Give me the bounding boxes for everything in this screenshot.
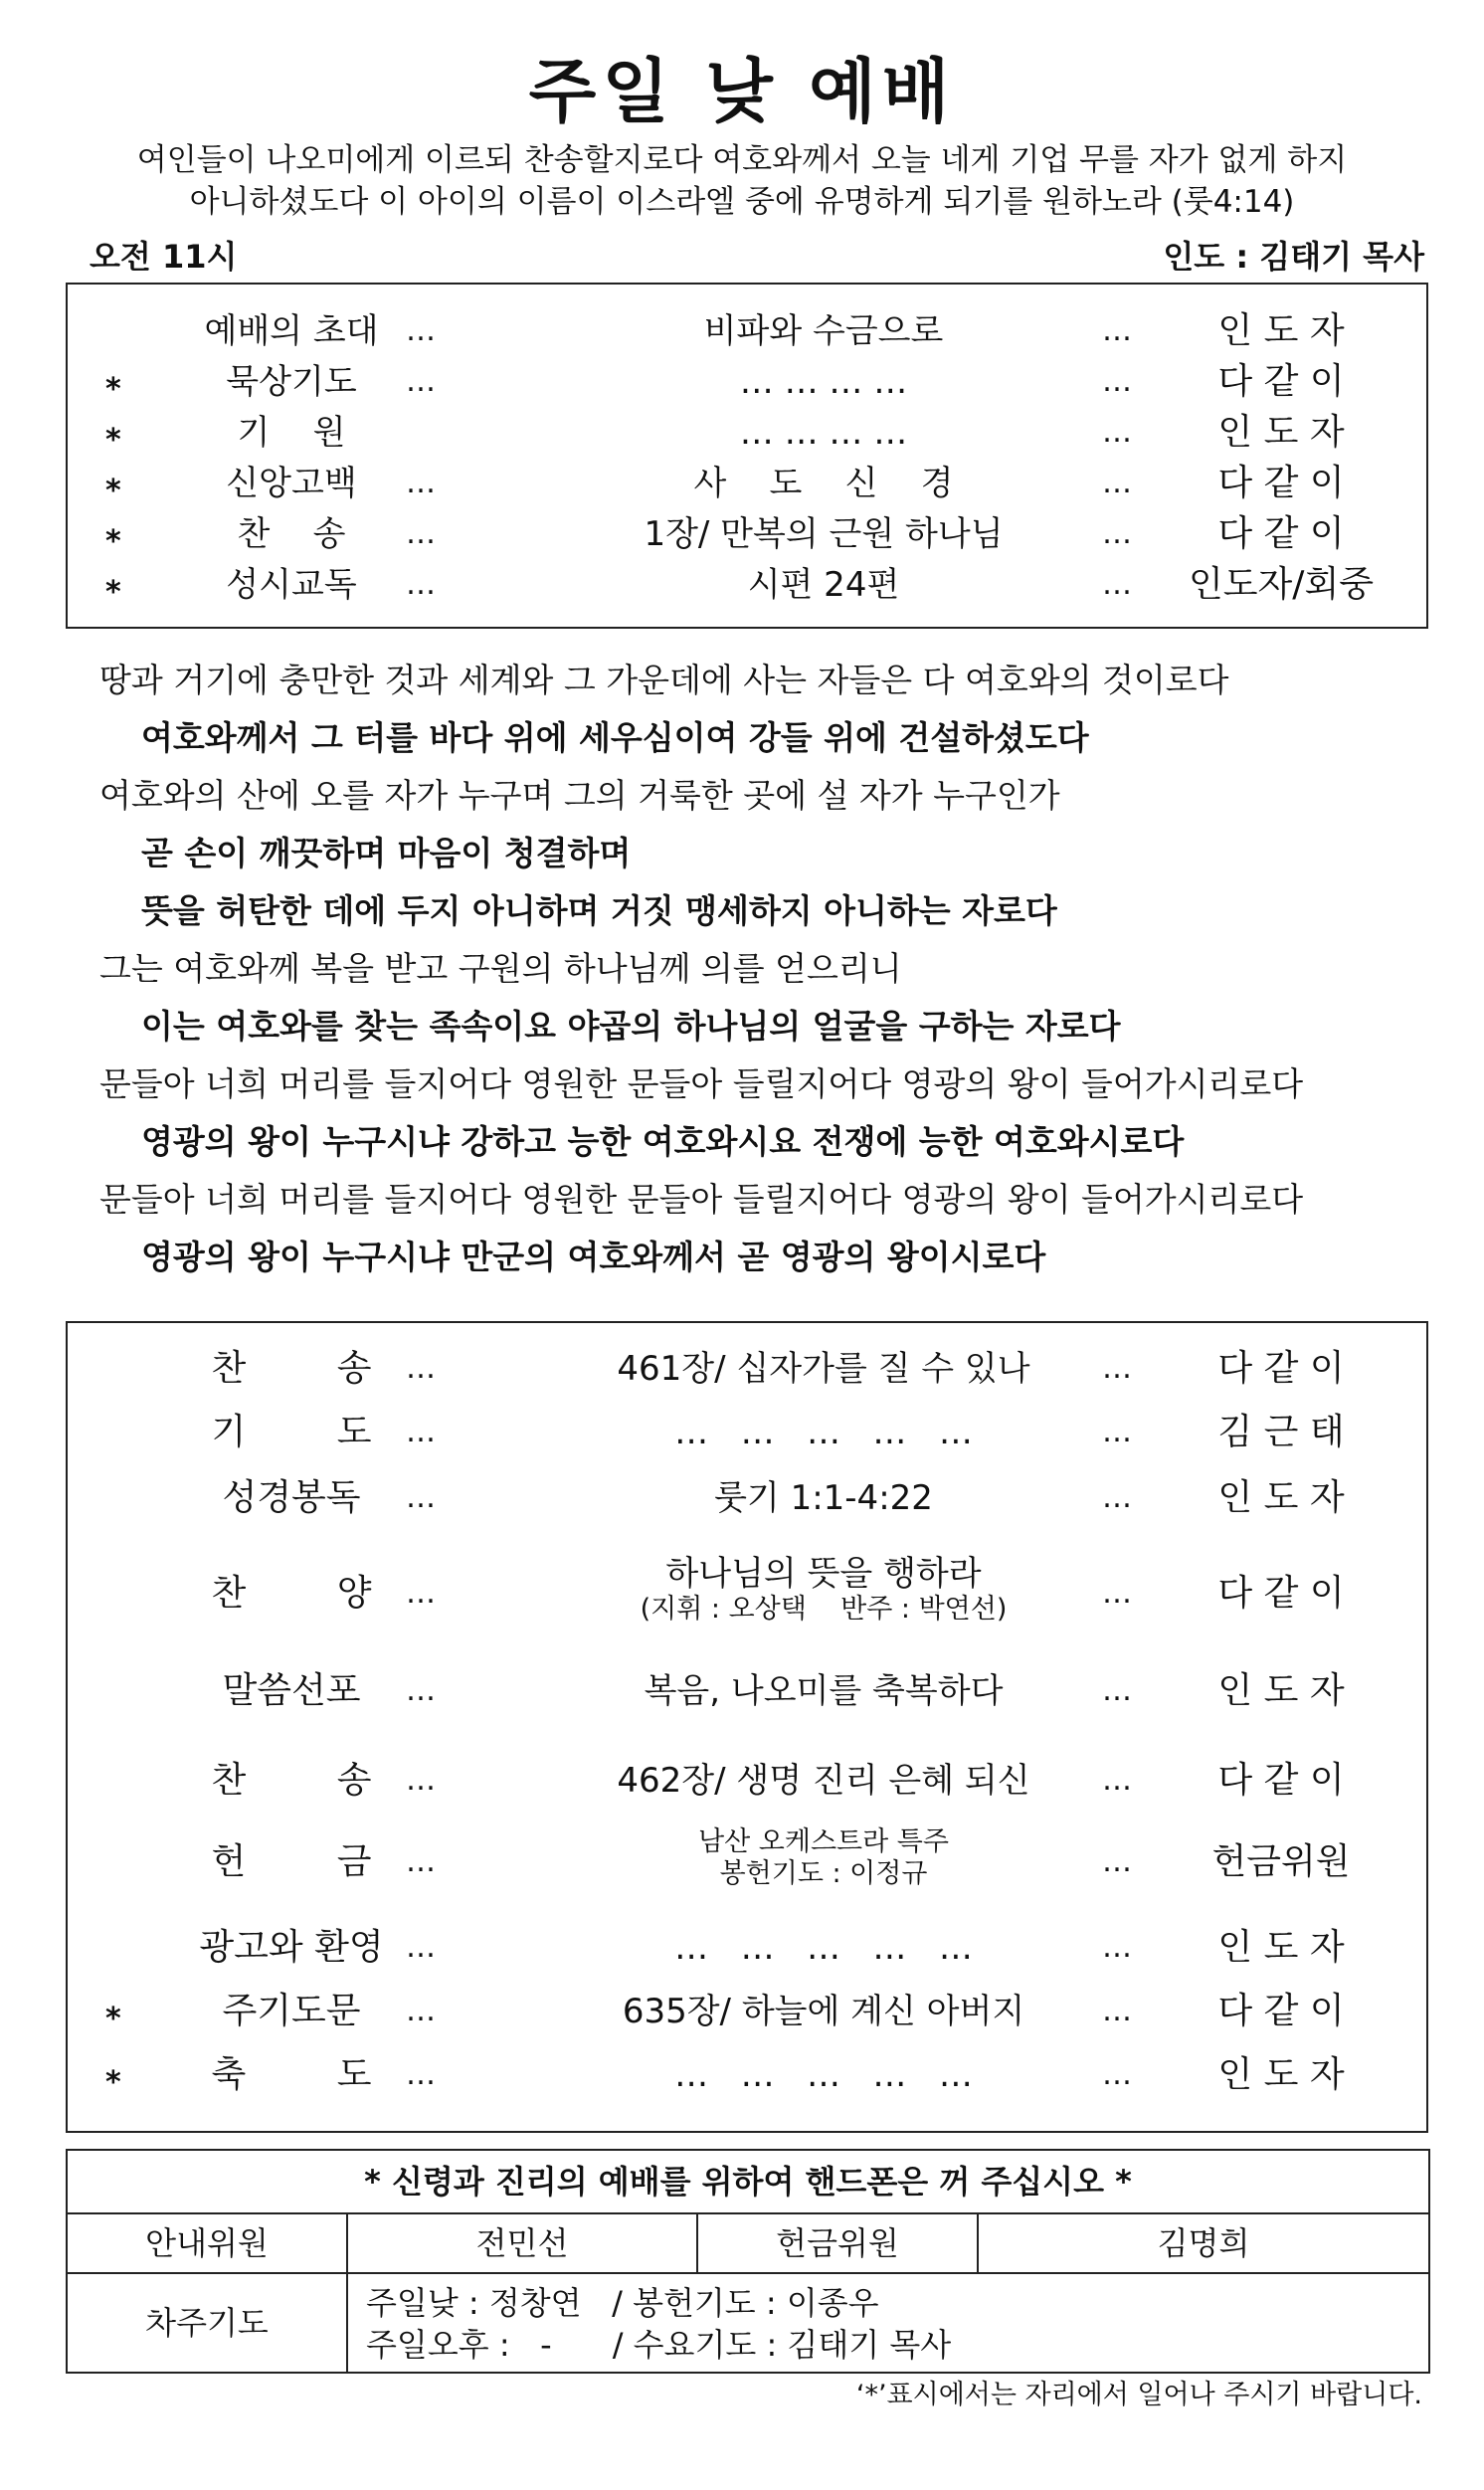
leader-dots: …	[406, 1480, 436, 1515]
order-of-worship-part-1	[66, 283, 1428, 629]
order-content-main: 남산 오케스트라 특주	[698, 1826, 949, 1857]
order-content: 462장/ 생명 진리 은혜 되신	[617, 1761, 1030, 1801]
leader-dots: …	[406, 1673, 436, 1708]
reading-line-leader: 땅과 거기에 충만한 것과 세계와 그 가운데에 사는 자들은 다 여호와의 것이로다	[99, 661, 1229, 699]
order-content	[505, 1826, 1142, 1890]
order-row	[68, 408, 1426, 458]
volunteer-row	[68, 2214, 1428, 2274]
leader-dots: …	[406, 1351, 436, 1386]
order-item: 찬 송	[211, 1760, 372, 1801]
standing-mark: *	[105, 524, 121, 559]
order-item: 예배의 초대	[204, 311, 379, 351]
order-performer: 인도자/회중	[1188, 564, 1374, 605]
order-performer: 인 도 자	[1217, 1927, 1345, 1968]
standing-mark: *	[105, 423, 121, 458]
leader-dots: …	[406, 1994, 436, 2028]
order-row	[68, 560, 1426, 610]
next-prayer-lines	[366, 2282, 951, 2366]
table-divider	[346, 2274, 348, 2372]
leader-dots: …	[1102, 1994, 1132, 2028]
leader-dots: …	[1102, 313, 1132, 348]
order-row	[68, 1663, 1426, 1719]
order-row	[68, 1341, 1426, 1397]
leader-dots: …	[1102, 1763, 1132, 1798]
standing-mark: *	[105, 575, 121, 610]
order-content: 461장/ 십자가를 질 수 있나	[617, 1349, 1030, 1389]
standing-note: ‘*’표시에서는 자리에서 일어나 주시기 바랍니다.	[855, 2380, 1422, 2410]
order-content: 사 도 신 경	[693, 464, 954, 503]
order-performer: 인 도 자	[1217, 2054, 1345, 2095]
order-row	[68, 509, 1426, 559]
order-item: 성시교독	[226, 565, 357, 605]
order-item: 기 원	[237, 413, 346, 453]
leader-dots: …	[1102, 1673, 1132, 1708]
leader-dots: …	[406, 1844, 436, 1879]
reading-line-leader: 문들아 너희 머리를 들지어다 영원한 문들아 들릴지어다 영광의 왕이 들어가시리로다	[99, 1064, 1304, 1103]
order-item: 광고와 환영	[199, 1927, 384, 1968]
reading-line-congregation: 뜻을 허탄한 데에 두지 아니하며 거짓 맹세하지 아니하는 자로다	[141, 891, 1057, 930]
order-item: 헌 금	[211, 1841, 372, 1882]
order-item: 주기도문	[222, 1991, 361, 2031]
reading-line-congregation: 이는 여호와를 찾는 족속이요 야곱의 하나님의 얼굴을 구하는 자로다	[141, 1007, 1121, 1046]
order-item: 말씀선포	[222, 1670, 361, 1711]
phone-off-notice: * 신령과 진리의 예배를 위하여 핸드폰은 꺼 주십시오 *	[68, 2151, 1428, 2214]
order-item: 기 도	[211, 1412, 372, 1452]
order-row	[68, 1813, 1426, 1912]
order-performer: 다 같 이	[1217, 513, 1345, 554]
order-content: 635장/ 하늘에 계신 아버지	[622, 1992, 1025, 2031]
order-performer: 다 같 이	[1217, 1760, 1345, 1801]
order-content: 비파와 수금으로	[703, 311, 944, 351]
reading-line-congregation: 여호와께서 그 터를 바다 위에 세우심이여 강들 위에 건설하셨도다	[141, 718, 1089, 757]
order-performer: 인 도 자	[1217, 1477, 1345, 1518]
order-performer: 인 도 자	[1217, 1670, 1345, 1711]
offering-label: 헌금위원	[776, 2224, 899, 2262]
leader-dots: …	[406, 516, 436, 551]
reading-line-congregation: 영광의 왕이 누구시냐 강하고 능한 여호와시요 전쟁에 능한 여호와시로다	[141, 1122, 1185, 1161]
order-performer: 다 같 이	[1217, 1991, 1345, 2031]
leader-dots: …	[406, 1576, 436, 1611]
leader-dots: …	[1102, 1480, 1132, 1515]
order-content: … … … … …	[674, 1928, 973, 1968]
leader-dots: …	[1102, 1844, 1132, 1879]
service-info-table	[66, 2149, 1430, 2374]
order-content: 시편 24편	[747, 565, 900, 605]
order-row	[68, 2047, 1426, 2103]
leader-dots: …	[1102, 1415, 1132, 1449]
standing-mark: *	[105, 2002, 121, 2036]
leader-dots: …	[1102, 364, 1132, 399]
next-prayer-label: 차주기도	[145, 2304, 269, 2342]
offering-name: 김명희	[1157, 2224, 1250, 2262]
order-performer: 인 도 자	[1217, 310, 1345, 351]
order-performer: 김 근 태	[1217, 1412, 1345, 1452]
order-content: … … … …	[739, 362, 908, 402]
next-week-prayer-row	[68, 2274, 1428, 2372]
leader-dots: …	[406, 1763, 436, 1798]
reading-line-leader: 여호와의 산에 오를 자가 누구며 그의 거룩한 곳에 설 자가 누구인가	[99, 776, 1060, 815]
reading-line-leader: 문들아 너희 머리를 들지어다 영원한 문들아 들릴지어다 영광의 왕이 들어가시리로다	[99, 1180, 1304, 1219]
order-content: 복음, 나오미를 축복하다	[644, 1671, 1004, 1711]
order-performer: 다 같 이	[1217, 361, 1345, 402]
order-content: 1장/ 만복의 근원 하나님	[644, 514, 1004, 554]
leader-dots: …	[406, 466, 436, 500]
order-content-sub: (지휘 : 오상택 반주 : 박연선)	[640, 1594, 1008, 1625]
order-row	[68, 1984, 1426, 2039]
order-row	[68, 1544, 1426, 1643]
standing-mark: *	[105, 474, 121, 508]
leader-dots: …	[1102, 466, 1132, 500]
responsive-reading	[99, 652, 1412, 1286]
order-row	[68, 306, 1426, 356]
leader-dots: …	[1102, 1930, 1132, 1965]
standing-mark: *	[105, 2065, 121, 2100]
scripture-verse-line-1: 여인들이 나오미에게 이르되 찬송할지로다 여호와께서 오늘 네게 기업 무를 자가 없게 하지	[136, 142, 1348, 178]
order-content: 룻기 1:1-4:22	[714, 1478, 933, 1518]
order-performer: 인 도 자	[1217, 412, 1345, 453]
leader-dots: …	[1102, 2057, 1132, 2092]
usher-name: 전민선	[475, 2224, 569, 2262]
order-content: … … … … …	[674, 1413, 973, 1452]
order-item: 묵상기도	[226, 362, 357, 402]
page-title: 주일 낮 예배	[528, 51, 956, 132]
service-leader: 인도 : 김태기 목사	[1163, 238, 1424, 276]
order-performer: 다 같 이	[1217, 1573, 1345, 1614]
leader-dots: …	[406, 2057, 436, 2092]
scripture-verse-line-2: 아니하셨도다 이 아이의 이름이 이스라엘 중에 유명하게 되기를 원하노라 (룻4:14)	[189, 184, 1295, 220]
order-content: … … … … …	[674, 2055, 973, 2095]
standing-mark: *	[105, 372, 121, 407]
next-prayer-line-2: 주일오후 : - / 수요기도 : 김태기 목사	[366, 2326, 952, 2364]
leader-dots: …	[406, 364, 436, 399]
order-of-worship-part-2	[66, 1321, 1428, 2133]
leader-dots: …	[1102, 415, 1132, 450]
order-item: 찬 송	[237, 514, 346, 554]
reading-line-leader: 그는 여호와께 복을 받고 구원의 하나님께 의를 얻으리니	[99, 949, 902, 988]
order-performer: 헌금위원	[1211, 1841, 1351, 1882]
leader-dots: …	[1102, 567, 1132, 602]
service-time: 오전 11시	[90, 238, 238, 276]
order-item: 성경봉독	[222, 1477, 361, 1518]
order-row	[68, 1753, 1426, 1809]
order-content	[505, 1554, 1142, 1626]
order-item: 찬 양	[211, 1573, 372, 1614]
next-prayer-line-1: 주일낮 : 정창연 / 봉헌기도 : 이종우	[366, 2284, 879, 2322]
leader-dots: …	[406, 1930, 436, 1965]
order-row	[68, 1470, 1426, 1526]
order-item: 찬 송	[211, 1348, 372, 1389]
leader-dots: …	[1102, 516, 1132, 551]
leader-dots: …	[406, 567, 436, 602]
order-content-sub: 봉헌기도 : 이정규	[719, 1858, 928, 1889]
leader-dots: …	[1102, 1576, 1132, 1611]
order-row	[68, 459, 1426, 508]
leader-dots: …	[1102, 1351, 1132, 1386]
reading-line-congregation: 곧 손이 깨끗하며 마음이 청결하며	[141, 834, 632, 872]
order-content: … … … …	[739, 413, 908, 453]
order-row	[68, 357, 1426, 407]
order-item: 신앙고백	[226, 464, 357, 503]
reading-line-congregation: 영광의 왕이 누구시냐 만군의 여호와께서 곧 영광의 왕이시로다	[141, 1238, 1046, 1276]
order-row	[68, 1920, 1426, 1976]
order-item: 축 도	[211, 2054, 372, 2095]
order-content-main: 하나님의 뜻을 행하라	[665, 1554, 982, 1594]
order-row	[68, 1405, 1426, 1460]
order-performer: 다 같 이	[1217, 1348, 1345, 1389]
usher-label: 안내위원	[145, 2224, 269, 2262]
order-performer: 다 같 이	[1217, 463, 1345, 503]
leader-dots: …	[406, 313, 436, 348]
leader-dots: …	[406, 1415, 436, 1449]
